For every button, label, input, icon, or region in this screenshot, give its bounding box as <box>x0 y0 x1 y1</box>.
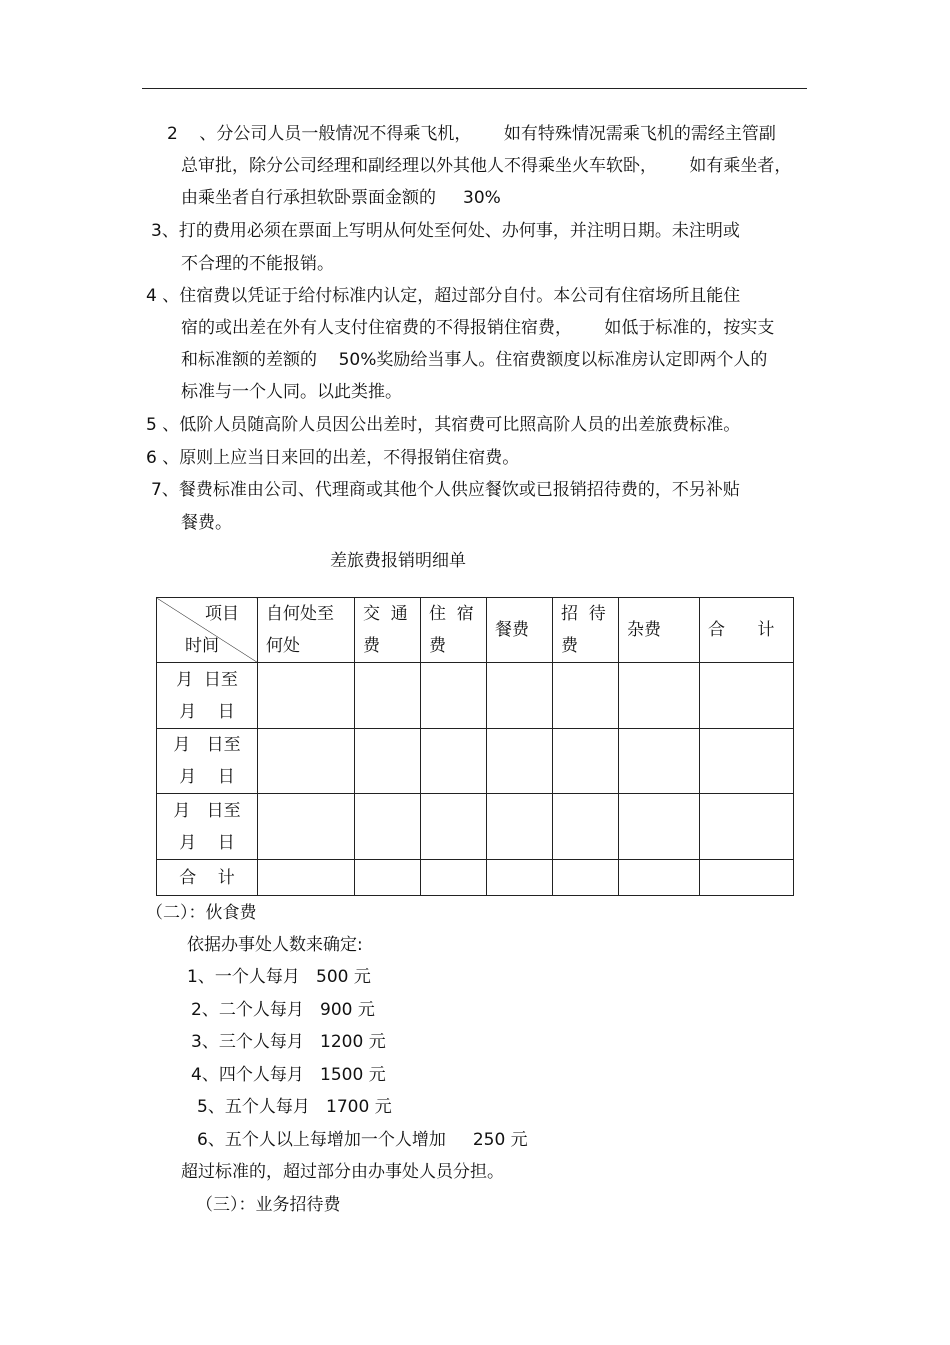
rule-line: 总审批，除分公司经理和副经理以外其他人不得乘坐火车软卧， 如有乘坐者， <box>181 156 792 176</box>
cell <box>487 860 553 896</box>
cell <box>487 663 553 729</box>
rule-line: 餐费。 <box>181 513 232 533</box>
section-title: （二）：伙食费 <box>146 903 257 923</box>
allowance-item: 1、一个人每月 500 元 <box>187 967 371 987</box>
cell <box>258 729 355 794</box>
rule-line: 2 、分公司人员一般情况不得乘飞机， 如有特殊情况需乘飞机的需经主管副 <box>167 124 776 144</box>
total-label: 合 计 <box>157 860 258 896</box>
column-header: 招 待费 <box>553 598 619 663</box>
cell <box>258 860 355 896</box>
rule-line: 不合理的不能报销。 <box>181 254 334 274</box>
cell <box>553 860 619 896</box>
cell <box>355 860 421 896</box>
table-row <box>157 794 794 860</box>
cell <box>700 794 794 860</box>
rule-line: 宿的或出差在外有人支付住宿费的不得报销住宿费， 如低于标准的，按实支 <box>181 318 775 338</box>
cell <box>619 729 700 794</box>
header-rule <box>142 88 807 89</box>
time-cell: 月 日至 月 日 <box>157 663 258 729</box>
cell <box>553 729 619 794</box>
allowance-item: 4、四个人每月 1500 元 <box>191 1065 386 1085</box>
cell <box>487 794 553 860</box>
rule-line: 6 、原则上应当日来回的出差，不得报销住宿费。 <box>146 448 520 468</box>
time-cell: 月 日至 月 日 <box>157 729 258 794</box>
cell <box>619 794 700 860</box>
column-header: 合 计 <box>700 598 794 663</box>
cell <box>553 794 619 860</box>
table-total-row <box>157 860 794 896</box>
table-row <box>157 663 794 729</box>
cell <box>700 663 794 729</box>
corner-top-label: 项目 <box>205 604 239 624</box>
allowance-item: 3、三个人每月 1200 元 <box>191 1032 386 1052</box>
rule-line: 4 、住宿费以凭证于给付标准内认定，超过部分自付。本公司有住宿场所且能住 <box>146 286 741 306</box>
cell <box>421 729 487 794</box>
rule-line: 3、打的费用必须在票面上写明从何处至何处、办何事，并注明日期。未注明或 <box>151 221 740 241</box>
cell <box>700 860 794 896</box>
column-header: 住 宿费 <box>421 598 487 663</box>
rule-line: 和标准额的差额的 50%奖励给当事人。住宿费额度以标准房认定即两个人的 <box>181 350 768 370</box>
corner-cell <box>157 598 258 663</box>
column-header: 杂费 <box>619 598 700 663</box>
allowance-item: 6、五个人以上每增加一个人增加 250 元 <box>197 1130 528 1150</box>
rule-line: 5 、低阶人员随高阶人员因公出差时，其宿费可比照高阶人员的出差旅费标准。 <box>146 415 741 435</box>
cell <box>700 729 794 794</box>
cell <box>421 794 487 860</box>
column-header: 餐费 <box>487 598 553 663</box>
table-row <box>157 729 794 794</box>
cell <box>487 729 553 794</box>
rule-line: 7、餐费标准由公司、代理商或其他个人供应餐饮或已报销招待费的，不另补贴 <box>151 480 740 500</box>
column-header: 交 通费 <box>355 598 421 663</box>
cell <box>421 663 487 729</box>
cell <box>355 663 421 729</box>
cell <box>553 663 619 729</box>
cell <box>258 663 355 729</box>
cell <box>355 729 421 794</box>
table-caption: 差旅费报销明细单 <box>330 551 466 571</box>
cell <box>258 794 355 860</box>
cell <box>355 794 421 860</box>
cell <box>421 860 487 896</box>
time-cell: 月 日至 月 日 <box>157 794 258 860</box>
column-header: 自何处至何处 <box>258 598 355 663</box>
allowance-item: 5、五个人每月 1700 元 <box>197 1097 392 1117</box>
expense-detail-table <box>156 597 794 896</box>
cell <box>619 860 700 896</box>
table-header-row <box>157 598 794 663</box>
corner-bottom-label: 时间 <box>185 636 219 656</box>
section-intro: 依据办事处人数来确定: <box>187 935 363 955</box>
section-title-entertainment: （三）：业务招待费 <box>196 1195 341 1215</box>
allowance-item: 2、二个人每月 900 元 <box>191 1000 375 1020</box>
cell <box>619 663 700 729</box>
rule-line: 由乘坐者自行承担软卧票面金额的 30% <box>181 188 501 208</box>
section-note: 超过标准的，超过部分由办事处人员分担。 <box>181 1162 504 1182</box>
rule-line: 标准与一个人同。以此类推。 <box>181 382 402 402</box>
